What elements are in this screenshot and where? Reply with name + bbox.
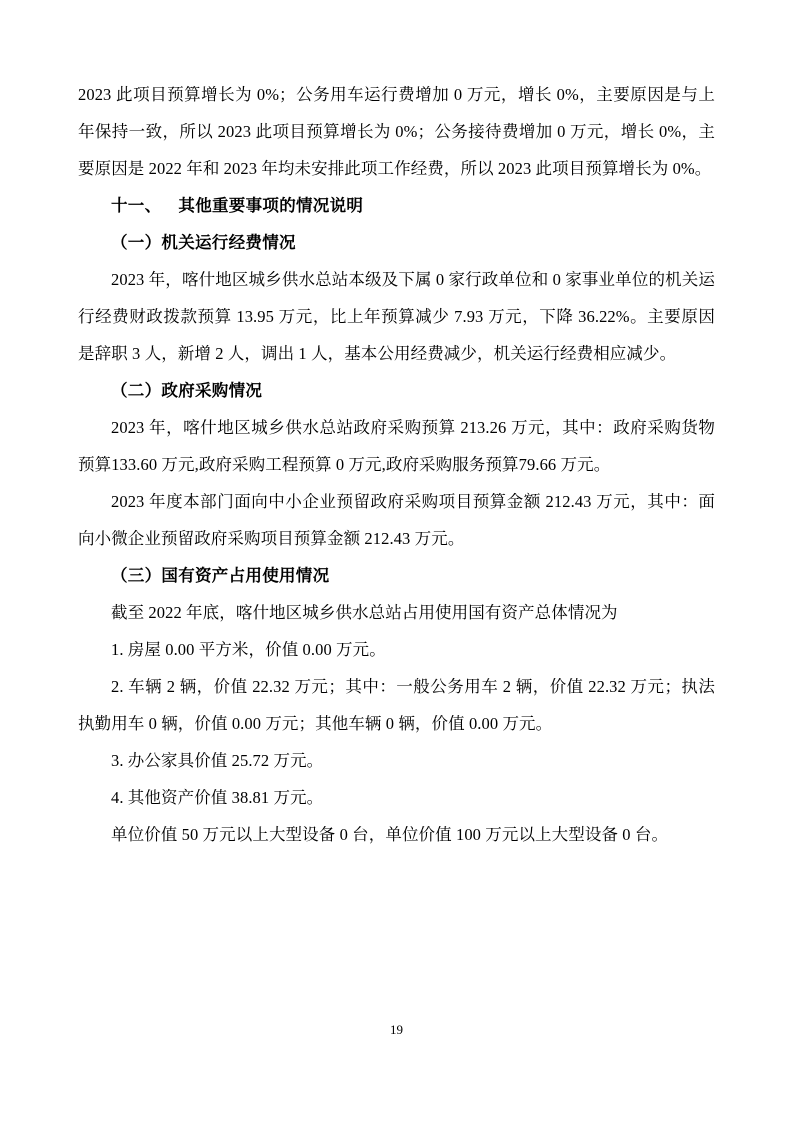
- paragraph-sub-two-body-1: 2023 年，喀什地区城乡供水总站政府采购预算 213.26 万元，其中：政府采购货物预算133.60 万元,政府采购工程预算 0 万元,政府采购服务预算79.66 万元。: [78, 418, 715, 474]
- subsection-heading-three: （三）国有资产占用使用情况: [111, 566, 330, 585]
- list-item-5: 单位价值 50 万元以上大型设备 0 台，单位价值 100 万元以上大型设备 0 台。: [111, 825, 669, 844]
- list-item-1: 1. 房屋 0.00 平方米，价值 0.00 万元。: [111, 640, 386, 659]
- page-number: 19: [390, 1022, 403, 1037]
- page-content: [78, 76, 715, 853]
- section-heading-eleven-number: 十一、: [111, 196, 162, 215]
- list-item-2: 2. 车辆 2 辆，价值 22.32 万元；其中：一般公务用车 2 辆，价值 22.32 万元；执法执勤用车 0 辆，价值 0.00 万元；其他车辆 0 辆，价值 0.00 万元。: [78, 677, 715, 733]
- paragraph-sub-one-body: 2023 年，喀什地区城乡供水总站本级及下属 0 家行政单位和 0 家事业单位的机关运行经费财政拨款预算 13.95 万元，比上年预算减少 7.93 万元，下降 36.22%。主要原因是辞职 3 人，新增 2 人，调出 1 人，基本公用经费减少，机关运行经费相应减少。: [78, 270, 715, 363]
- subsection-heading-one: （一）机关运行经费情况: [111, 233, 296, 252]
- paragraph-intro: 2023 此项目预算增长为 0%；公务用车运行费增加 0 万元，增长 0%，主要原因是与上年保持一致，所以 2023 此项目预算增长为 0%；公务接待费增加 0 万元，增长 0%，主要原因是 2022 年和 2023 年均未安排此项工作经费，所以 2023 此项目预算增长为 0%。: [78, 85, 715, 178]
- paragraph-sub-three-body: 截至 2022 年底，喀什地区城乡供水总站占用使用国有资产总体情况为: [111, 603, 618, 622]
- paragraph-sub-two-body-2: 2023 年度本部门面向中小企业预留政府采购项目预算金额 212.43 万元，其中：面向小微企业预留政府采购项目预算金额 212.43 万元。: [78, 492, 715, 548]
- list-item-4: 4. 其他资产价值 38.81 万元。: [111, 788, 324, 807]
- subsection-heading-two: （二）政府采购情况: [111, 381, 263, 400]
- list-item-3: 3. 办公家具价值 25.72 万元。: [111, 751, 324, 770]
- section-heading-eleven-text: 其他重要事项的情况说明: [178, 196, 364, 215]
- section-heading-eleven: [78, 187, 715, 224]
